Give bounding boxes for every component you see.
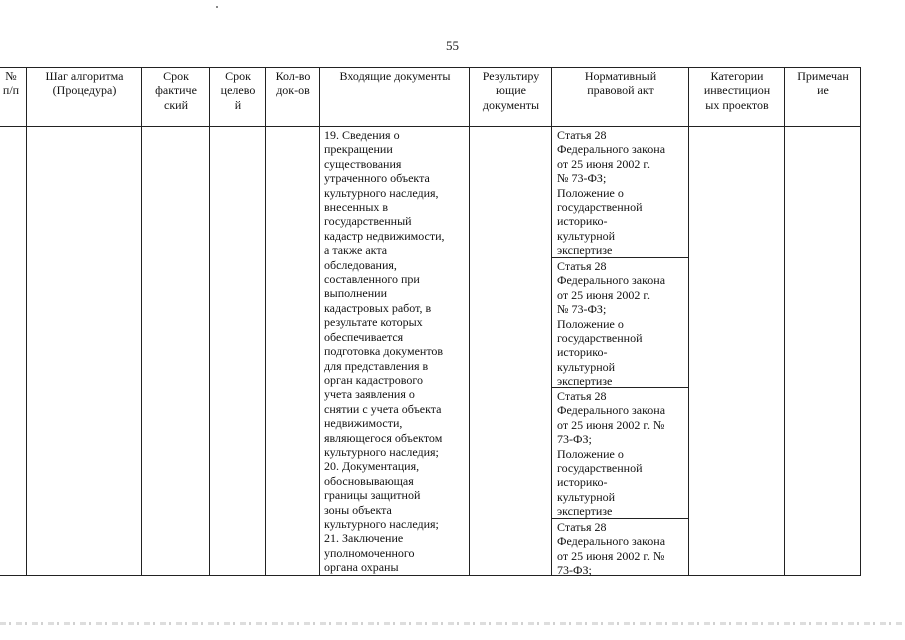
- cell-result-docs: [470, 127, 552, 576]
- legal-act-block: Статья 28 Федерального закона от 25 июня 2002 г. № 73-ФЗ; Положение о государственной историко- культурной экспертизе: [552, 388, 688, 519]
- cell-step: [27, 127, 142, 576]
- header-row: [0, 68, 861, 127]
- header-legal-act: Нормативный правовой акт: [552, 68, 689, 127]
- page-number: 55: [446, 38, 459, 53]
- header-term-actual: Срок фактиче ский: [142, 68, 210, 127]
- cell-term-actual: [142, 127, 210, 576]
- header-result-docs: Результиру ющие документы: [470, 68, 552, 127]
- cell-doc-count: [266, 127, 320, 576]
- procedure-table: [0, 67, 861, 576]
- cell-categories: [689, 127, 785, 576]
- header-step: Шаг алгоритма (Процедура): [27, 68, 142, 127]
- header-categories: Категории инвестицион ых проектов: [689, 68, 785, 127]
- legal-act-block: Статья 28 Федерального закона от 25 июня 2002 г. № 73-ФЗ;: [557, 520, 666, 578]
- header-term-target: Срок целево й: [210, 68, 266, 127]
- scan-speck: [216, 6, 218, 8]
- table-row: [0, 127, 861, 576]
- legal-act-block: Статья 28 Федерального закона от 25 июня 2002 г. № 73-ФЗ; Положение о государственной историко- культурной экспертизе: [552, 258, 688, 388]
- cell-num: [0, 127, 27, 576]
- header-note: Примечан ие: [785, 68, 861, 127]
- legal-act-block: Статья 28 Федерального закона от 25 июня 2002 г. № 73-ФЗ; Положение о государственной историко- культурной экспертизе: [552, 127, 688, 258]
- cell-legal-acts: [552, 127, 689, 576]
- cell-note: [785, 127, 861, 576]
- cell-term-target: [210, 127, 266, 576]
- header-incoming-docs: Входящие документы: [320, 68, 470, 127]
- header-doc-count: Кол-во док-ов: [266, 68, 320, 127]
- header-num: № п/п: [0, 68, 27, 127]
- scan-artifact-line: [0, 622, 905, 625]
- cell-incoming-docs: 19. Сведения о прекращении существования утраченного объекта культурного наследия, внесенных в государственный кадастр недвижимости, а также акта обследования, составленного при выполнении кадастровых работ, в результате которых обеспечивается подготовка документов для представления в орган кадастрового учета заявления о снятии с учета объекта недвижимости, являющегося объектом культурного наследия; 20. Документация, обосновывающая границы защитной зоны объекта культурного наследия; 21. Заключение уполномоченного органа охраны: [320, 127, 470, 576]
